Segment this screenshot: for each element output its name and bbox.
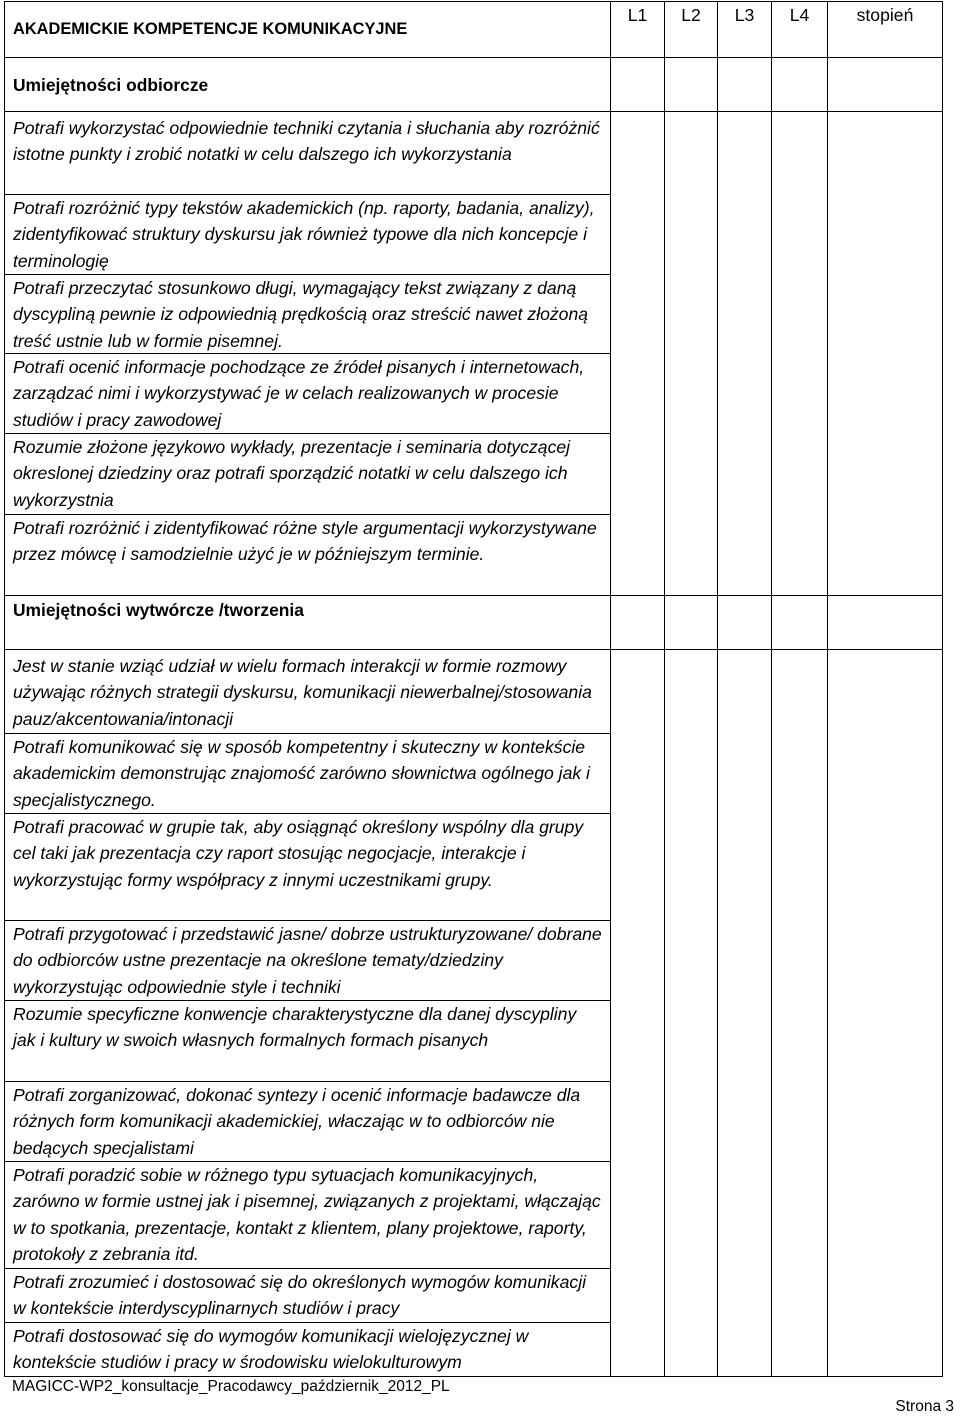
rating-cell — [772, 596, 828, 650]
section-title-receptive: Umiejętności odbiorcze — [5, 58, 611, 112]
competence-item: Potrafi wykorzystać odpowiednie techniki czytania i słuchania aby rozróżnić istotne punkty i zrobić notatki w celu dalszego ich wykorzystania — [5, 115, 610, 195]
section-row — [5, 596, 943, 650]
competence-item: Rozumie specyficzne konwencje charakterystyczne dla danej dyscypliny jak i kultury w swoich własnych formalnych formach pisanych — [5, 1001, 610, 1082]
competence-item: Potrafi zrozumieć i dostosować się do określonych wymogów komunikacji w kontekście interdyscyplinarnych studiów i pracy — [5, 1269, 610, 1323]
degree-cell — [828, 596, 943, 650]
column-degree: stopień — [828, 2, 943, 58]
rating-cell — [772, 650, 828, 1377]
competence-item: Potrafi rozróżnić typy tekstów akademickich (np. raporty, badania, analizy), zidentyfikować struktury dyskursu jak również typowe dla nich koncepcje i terminologię — [5, 195, 610, 275]
rating-cell — [718, 650, 772, 1377]
competence-item: Potrafi przygotować i przedstawić jasne/ dobrze ustrukturyzowane/ dobrane do odbiorców ustne prezentacje na określone tematy/dziedziny wykorzystując odpowiednie style i techniki — [5, 921, 610, 1001]
competence-table — [4, 1, 943, 1377]
competence-item: Potrafi poradzić sobie w różnego typu sytuacjach komunikacyjnych, zarówno w formie ustnej jak i pisemnej, związanych z projektami, włączając w to spotkania, prezentacje, kontakt z klientem, plany projektowe, raporty, protokoły z zebrania itd. — [5, 1162, 610, 1269]
competence-item: Potrafi dostosować się do wymogów komunikacji wielojęzycznej w kontekście studiów i pracy w środowisku wielokulturowym — [13, 1326, 529, 1373]
rating-cell — [665, 596, 718, 650]
competence-item: Potrafi rozróżnić i zidentyfikować różne style argumentacji wykorzystywane przez mówcę i samodzielnie użyć je w późniejszym terminie. — [13, 518, 597, 565]
page-number: Strona 3 — [895, 1398, 954, 1415]
section-row — [5, 58, 943, 112]
degree-cell — [828, 58, 943, 112]
competence-item: Potrafi komunikować się w sposób kompetentny i skuteczny w kontekście akademickim demonstrując znajomość zarówno słownictwa ogólnego jak i specjalistycznego. — [5, 734, 610, 814]
column-l1: L1 — [611, 2, 665, 58]
table-title: AKADEMICKIE KOMPETENCJE KOMUNIKACYJNE — [5, 2, 611, 58]
degree-cell — [828, 650, 943, 1377]
rating-cell — [718, 112, 772, 596]
competence-item: Jest w stanie wziąć udział w wielu formach interakcji w formie rozmowy używając różnych strategii dyskursu, komunikacji niewerbalnej/stosowania pauz/akcentowania/intonacji — [5, 653, 610, 734]
competence-row — [5, 650, 943, 1377]
footer-document-id: MAGICC-WP2_konsultacje_Pracodawcy_październik_2012_PL — [12, 1378, 450, 1395]
column-l3: L3 — [718, 2, 772, 58]
rating-cell — [665, 112, 718, 596]
competence-item: Potrafi ocenić informacje pochodzące ze źródeł pisanych i internetowach, zarządzać nimi i wykorzystywać je w celach realizowanych w procesie studiów i pracy zawodowej — [5, 354, 610, 434]
competence-item: Potrafi pracować w grupie tak, aby osiągnąć określony wspólny dla grupy cel taki jak prezentacja czy raport stosując negocjacje, interakcje i wykorzystując formy współpracy z innymi uczestnikami grupy. — [5, 814, 610, 921]
rating-cell — [665, 58, 718, 112]
section2-items — [5, 650, 611, 1377]
rating-cell — [611, 650, 665, 1377]
rating-cell — [611, 58, 665, 112]
competence-item: Potrafi zorganizować, dokonać syntezy i ocenić informacje badawcze dla różnych form komunikacji akademickiej, właczając w to odbiorców nie bedących specjalistami — [5, 1082, 610, 1162]
rating-cell — [665, 650, 718, 1377]
rating-cell — [611, 112, 665, 596]
column-l2: L2 — [665, 2, 718, 58]
degree-cell — [828, 112, 943, 596]
competence-item: Rozumie złożone językowo wykłady, prezentacje i seminaria dotyczącej okreslonej dziedziny oraz potrafi sporządzić notatki w celu dalszego ich wykorzystnia — [5, 434, 610, 515]
rating-cell — [718, 596, 772, 650]
rating-cell — [772, 58, 828, 112]
section-title-productive: Umiejętności wytwórcze /tworzenia — [5, 596, 611, 650]
rating-cell — [718, 58, 772, 112]
column-l4: L4 — [772, 2, 828, 58]
rating-cell — [611, 596, 665, 650]
competence-item: Potrafi przeczytać stosunkowo długi, wymagający tekst związany z daną dyscypliną pewnie iz odpowiednią prędkością oraz streścić nawet złożoną treść ustnie lub w formie pisemnej. — [5, 275, 610, 354]
competence-row — [5, 112, 943, 596]
header-row — [5, 2, 943, 58]
rating-cell — [772, 112, 828, 596]
section1-items — [5, 112, 611, 596]
